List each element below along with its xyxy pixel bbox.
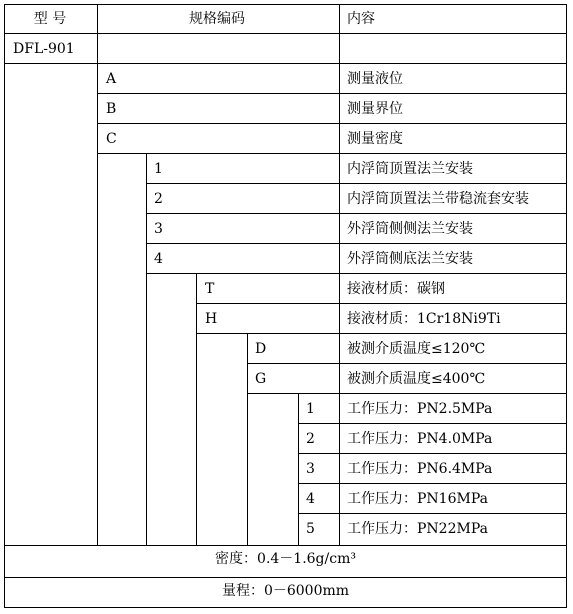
- temperature-desc: 被测介质温度≤400℃: [347, 371, 486, 387]
- grid-rule: [4, 545, 567, 546]
- grid-rule: [97, 153, 567, 154]
- footer-range: 量程：0－6000mm: [221, 583, 350, 599]
- measure-code: C: [106, 131, 117, 147]
- grid-rule: [4, 577, 567, 578]
- pressure-code: 2: [306, 431, 315, 447]
- temperature-code: D: [255, 341, 267, 357]
- grid-rule: [196, 303, 567, 304]
- footer-density: 密度：0.4－1.6g/cm³: [215, 551, 356, 567]
- grid-rule: [298, 393, 299, 545]
- grid-rule: [196, 273, 197, 545]
- spec-table-frame: [4, 4, 567, 608]
- grid-rule: [146, 213, 567, 214]
- grid-rule: [4, 33, 567, 34]
- grid-rule: [247, 363, 567, 364]
- pressure-desc: 工作压力：PN16MPa: [347, 491, 488, 507]
- grid-rule: [146, 183, 567, 184]
- mount-code: 1: [154, 161, 163, 177]
- measure-code: A: [106, 71, 117, 87]
- grid-rule: [247, 333, 248, 545]
- mount-desc: 内浮筒顶置法兰带稳流套安装: [347, 191, 529, 207]
- model-value: DFL-901: [13, 41, 75, 57]
- grid-rule: [247, 393, 567, 394]
- temperature-desc: 被测介质温度≤120℃: [347, 341, 486, 357]
- pressure-code: 4: [306, 491, 315, 507]
- pressure-code: 1: [306, 401, 315, 417]
- mount-code: 4: [154, 251, 163, 267]
- measure-desc: 测量液位: [347, 71, 403, 87]
- material-code: H: [205, 311, 218, 327]
- pressure-code: 5: [306, 521, 315, 537]
- mount-code: 3: [154, 221, 163, 237]
- mount-desc: 外浮筒侧侧法兰安装: [347, 221, 473, 237]
- material-code: T: [205, 281, 215, 297]
- grid-rule: [146, 153, 147, 545]
- material-desc: 接液材质：1Cr18Ni9Ti: [347, 311, 501, 327]
- grid-rule: [146, 273, 567, 274]
- grid-rule: [4, 63, 567, 64]
- material-desc: 接液材质：碳钢: [347, 281, 445, 297]
- header-spec-code: 规格编码: [189, 11, 245, 27]
- measure-code: B: [106, 101, 117, 117]
- mount-code: 2: [154, 191, 163, 207]
- mount-desc: 外浮筒侧底法兰安装: [347, 251, 473, 267]
- grid-rule: [97, 123, 567, 124]
- grid-rule: [146, 243, 567, 244]
- grid-rule: [339, 4, 340, 545]
- pressure-code: 3: [306, 461, 315, 477]
- measure-desc: 测量密度: [347, 131, 403, 147]
- pressure-desc: 工作压力：PN22MPa: [347, 521, 488, 537]
- pressure-desc: 工作压力：PN6.4MPa: [347, 461, 493, 477]
- measure-desc: 测量界位: [347, 101, 403, 117]
- header-content: 内容: [347, 11, 375, 27]
- grid-rule: [196, 333, 567, 334]
- temperature-code: G: [255, 371, 267, 387]
- grid-rule: [97, 4, 98, 545]
- grid-rule: [97, 93, 567, 94]
- header-model: 型 号: [33, 11, 67, 27]
- pressure-desc: 工作压力：PN2.5MPa: [347, 401, 493, 417]
- pressure-desc: 工作压力：PN4.0MPa: [347, 431, 493, 447]
- mount-desc: 内浮筒顶置法兰安装: [347, 161, 473, 177]
